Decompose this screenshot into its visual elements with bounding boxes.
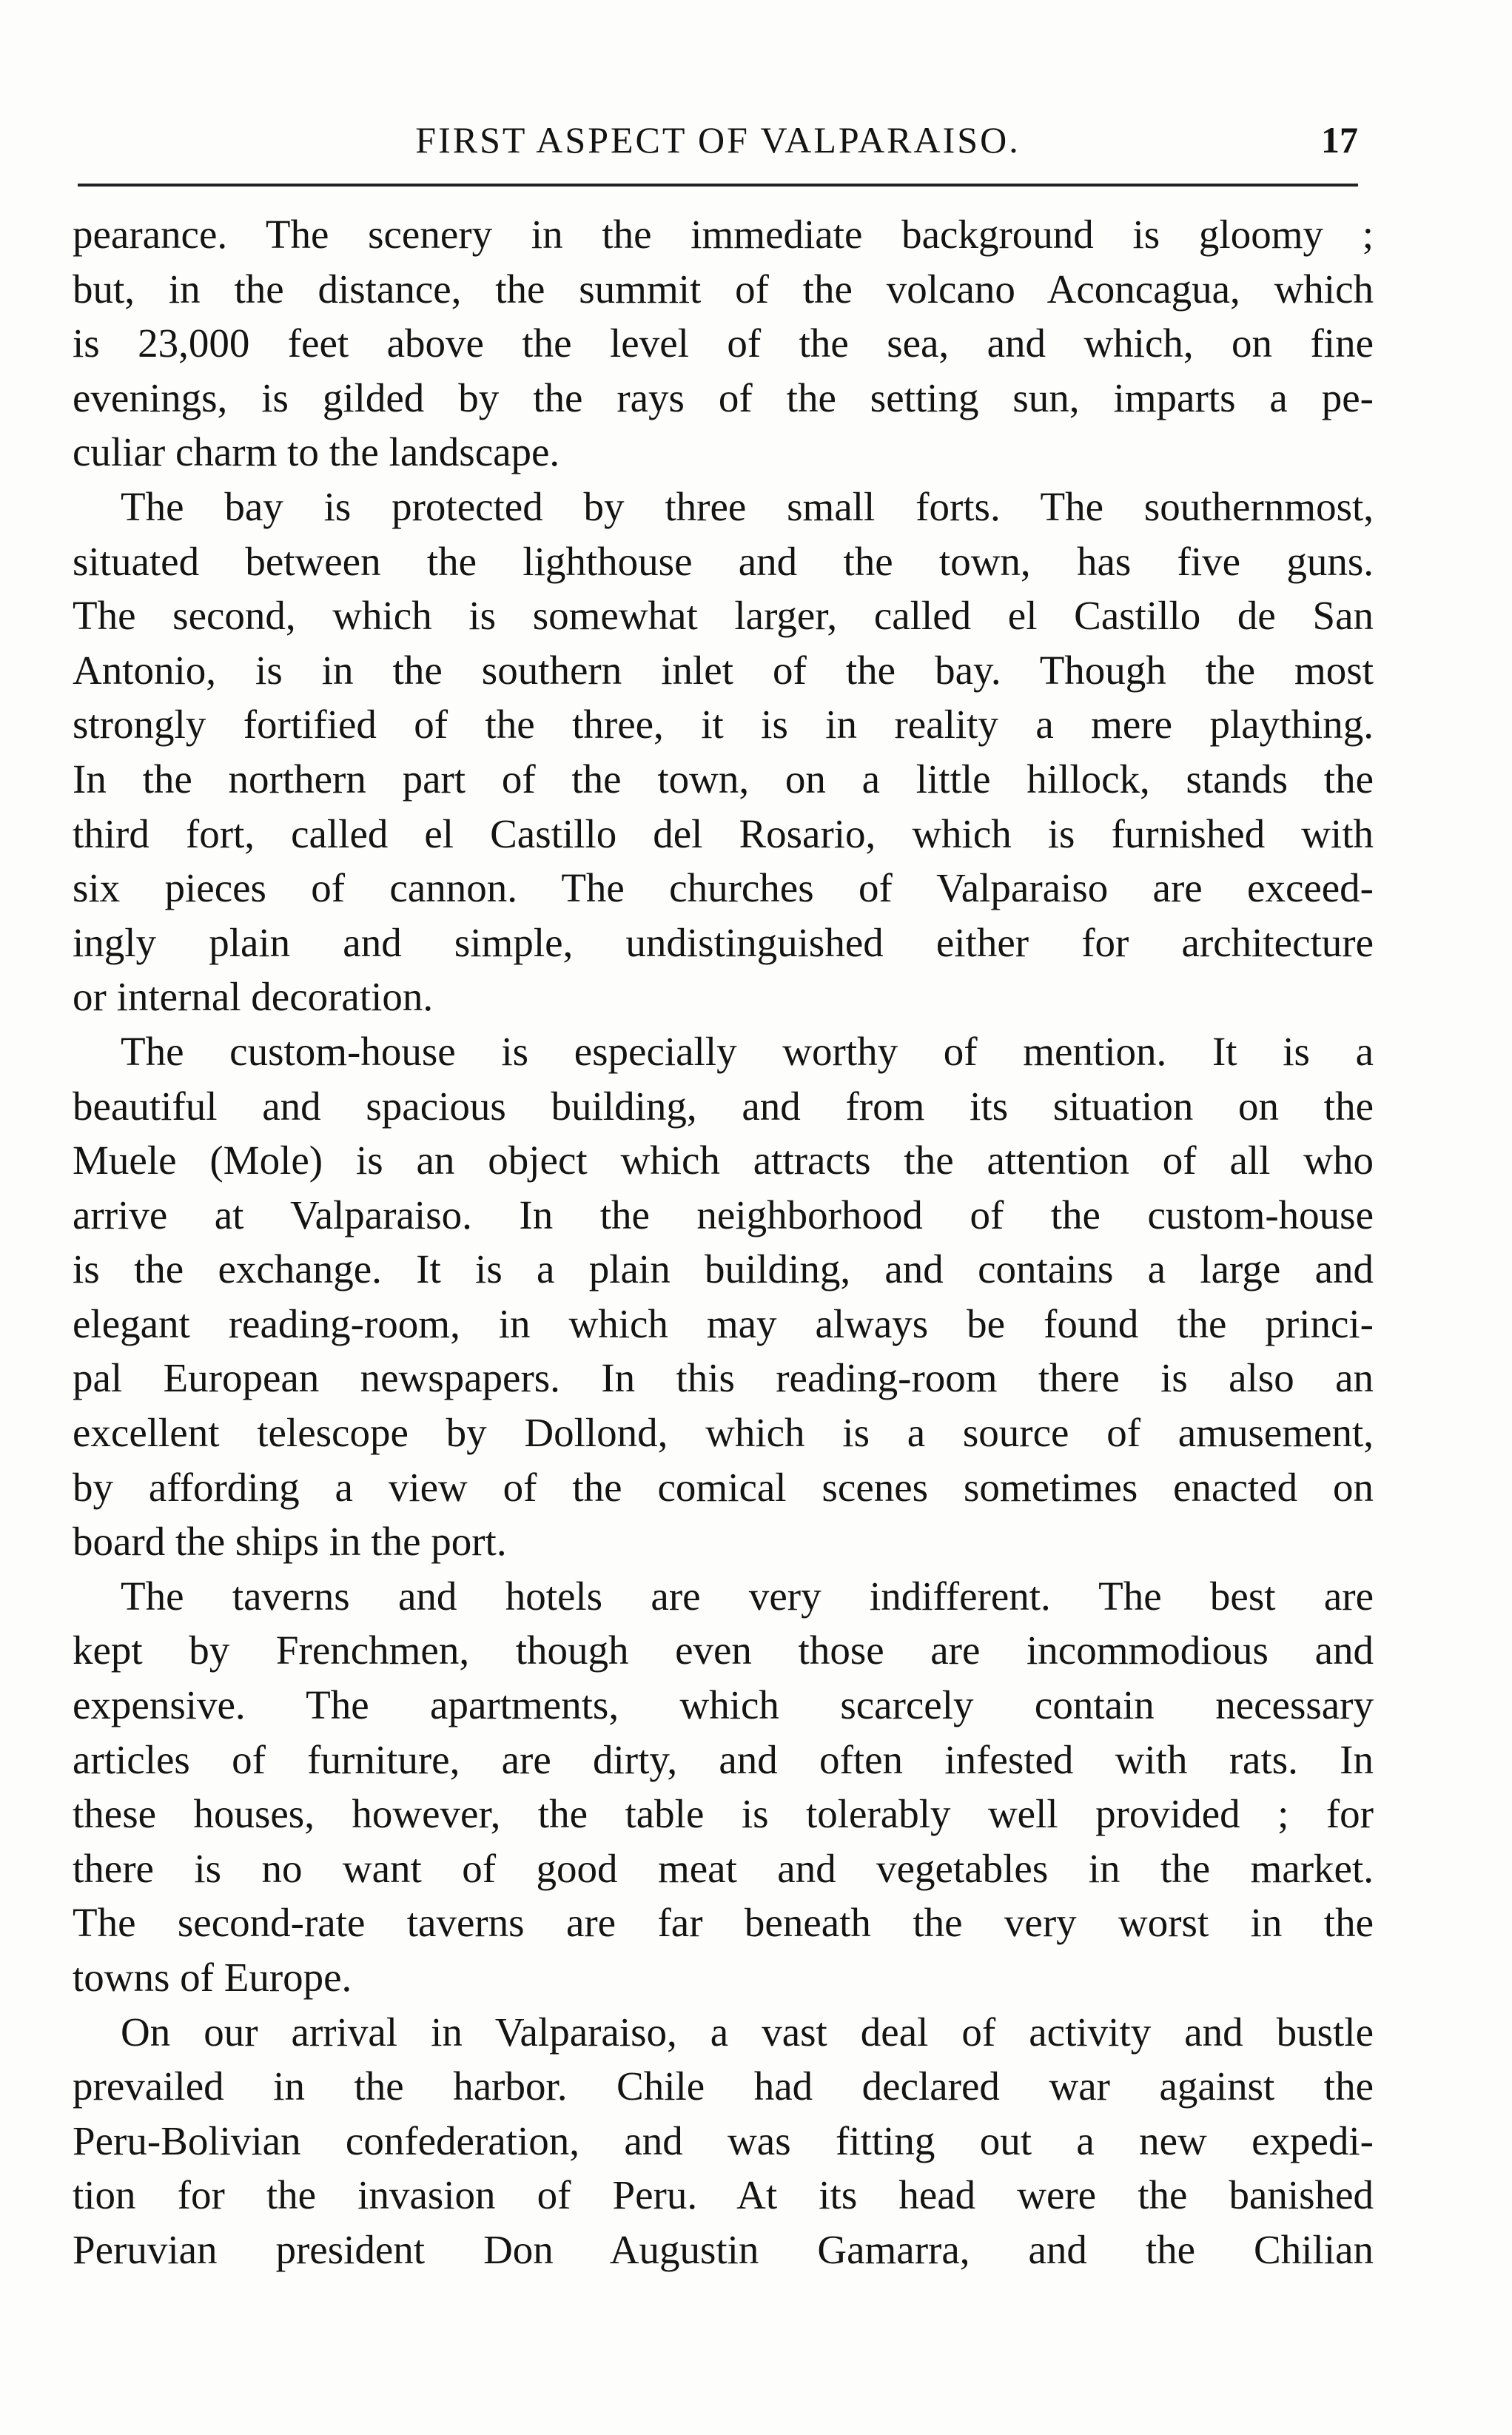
text-line (73, 2059, 1374, 2114)
line-text: these houses, however, the table is tolerably well provided ; for (73, 1791, 1374, 1837)
text-line (73, 316, 1374, 371)
text-line (73, 2005, 1374, 2060)
line-text: evenings, is gilded by the rays of the setting sun, imparts a pe- (73, 375, 1374, 420)
text-line (73, 1514, 1374, 1569)
text-line (73, 2114, 1374, 2169)
line-text: situated between the lighthouse and the town, has five guns. (73, 538, 1374, 584)
header-rule (78, 184, 1358, 187)
text-line (73, 1405, 1374, 1460)
line-text: six pieces of cannon. The churches of Valparaiso are exceed- (73, 865, 1374, 911)
line-text: by affording a view of the comical scenes sometimes enacted on (73, 1464, 1374, 1510)
line-text: The second-rate taverns are far beneath the very worst in the (73, 1900, 1374, 1946)
line-text: On our arrival in Valparaiso, a vast deal of activity and bustle (121, 2009, 1374, 2055)
line-text: third fort, called el Castillo del Rosario, which is furnished with (73, 810, 1374, 856)
text-line (73, 970, 1374, 1024)
line-text: prevailed in the harbor. Chile had declared war against the (73, 2063, 1374, 2109)
text-line (73, 207, 1374, 262)
line-text: expensive. The apartments, which scarcely contain necessary (73, 1682, 1374, 1728)
text-line (73, 1787, 1374, 1841)
line-text: tion for the invasion of Peru. At its head were the banished (73, 2172, 1374, 2218)
text-line (73, 1678, 1374, 1733)
line-text: but, in the distance, the summit of the volcano Aconcagua, which (73, 266, 1374, 312)
text-line (73, 2168, 1374, 2223)
line-text: pearance. The scenery in the immediate background is gloomy ; (73, 212, 1374, 257)
page-body (73, 207, 1374, 2277)
text-line (73, 588, 1374, 643)
paragraph (73, 1024, 1374, 1569)
running-title: FIRST ASPECT OF VALPARAISO. (415, 119, 1021, 161)
text-line (73, 807, 1374, 862)
line-text: pal European newspapers. In this reading-room there is also an (73, 1355, 1374, 1401)
line-text: is the exchange. It is a plain building, and contains a large and (73, 1246, 1374, 1292)
text-line (73, 861, 1374, 916)
text-line (73, 752, 1374, 807)
line-text: culiar charm to the landscape. (73, 429, 560, 475)
line-text: The bay is protected by three small forts. The southernmost, (121, 483, 1374, 529)
text-line (73, 1297, 1374, 1351)
text-line (73, 1841, 1374, 1896)
line-text: is 23,000 feet above the level of the sea, and which, on fine (73, 320, 1374, 366)
text-line (73, 1895, 1374, 1950)
text-line (73, 371, 1374, 426)
text-line (73, 1733, 1374, 1787)
paragraph (73, 2005, 1374, 2277)
text-line (73, 262, 1374, 317)
text-line (73, 1460, 1374, 1515)
line-text: Muele (Mole) is an object which attracts the attention of all who (73, 1138, 1374, 1183)
text-line (73, 425, 1374, 480)
line-text: elegant reading-room, in which may always be found the princi- (73, 1300, 1374, 1346)
line-text: there is no want of good meat and vegetables in the market. (73, 1845, 1374, 1891)
line-text: Peruvian president Don Augustin Gamarra, and the Chilian (73, 2226, 1374, 2272)
line-text: Antonio, is in the southern inlet of the bay. Though the most (73, 647, 1374, 693)
text-line (73, 1133, 1374, 1188)
line-text: Peru-Bolivian confederation, and was fitting out a new expedi- (73, 2117, 1374, 2163)
page-header (78, 111, 1358, 170)
text-line (73, 1950, 1374, 2005)
text-line (73, 534, 1374, 589)
line-text: articles of furniture, are dirty, and often infested with rats. In (73, 1736, 1374, 1782)
line-text: board the ships in the port. (73, 1519, 507, 1565)
paragraph (73, 207, 1374, 480)
line-text: The taverns and hotels are very indifferent. The best are (121, 1573, 1374, 1619)
paragraph (73, 480, 1374, 1024)
line-text: The custom-house is especially worthy of mention. It is a (121, 1028, 1374, 1074)
line-text: strongly fortified of the three, it is in reality a mere plaything. (73, 702, 1374, 748)
text-line (73, 1188, 1374, 1243)
text-line (73, 1623, 1374, 1678)
line-text: kept by Frenchmen, though even those are incommodious and (73, 1628, 1374, 1673)
paragraph (73, 1569, 1374, 2005)
line-text: ingly plain and simple, undistinguished either for architecture (73, 919, 1374, 965)
text-line (73, 1569, 1374, 1624)
line-text: In the northern part of the town, on a little hillock, stands the (73, 756, 1374, 802)
line-text: or internal decoration. (73, 974, 434, 1020)
line-text: arrive at Valparaiso. In the neighborhood of the custom-house (73, 1192, 1374, 1237)
text-line (73, 1242, 1374, 1297)
text-line (73, 2223, 1374, 2277)
text-line (73, 643, 1374, 698)
line-text: beautiful and spacious building, and from its situation on the (73, 1083, 1374, 1129)
text-line (73, 697, 1374, 752)
line-text: towns of Europe. (73, 1955, 352, 2000)
text-line (73, 1079, 1374, 1134)
page-number: 17 (1321, 119, 1358, 161)
text-line (73, 480, 1374, 534)
text-line (73, 1024, 1374, 1079)
line-text: excellent telescope by Dollond, which is a source of amusement, (73, 1410, 1374, 1456)
text-line (73, 916, 1374, 970)
line-text: The second, which is somewhat larger, called el Castillo de San (73, 593, 1374, 639)
text-line (73, 1351, 1374, 1405)
